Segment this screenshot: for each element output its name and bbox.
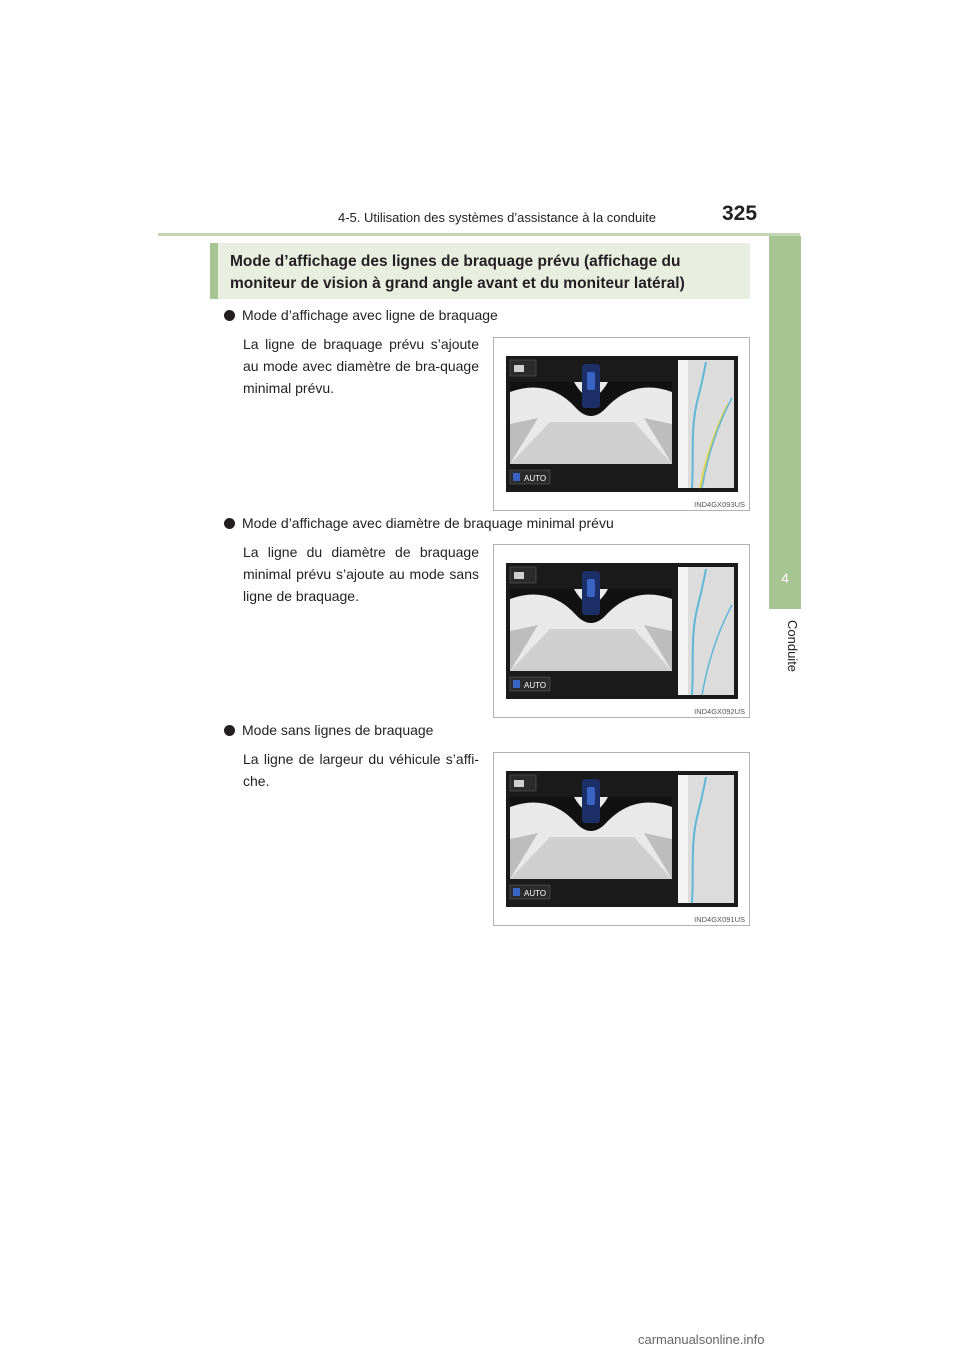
monitor-figure	[493, 337, 750, 511]
item-description: La ligne de largeur du véhicule s’affi-che.	[243, 751, 479, 789]
bullet-icon	[224, 518, 235, 529]
chapter-label: Conduite	[785, 620, 800, 673]
bullet-item	[224, 722, 433, 738]
item-description: La ligne du diamètre de braquage minimal prévu s’ajoute au mode sans ligne de braquage.	[243, 544, 479, 604]
figure-code: IND4GX092US	[694, 707, 745, 716]
bullet-text: Mode d’affichage avec diamètre de braquage minimal prévu	[242, 515, 614, 531]
monitor-illustration	[494, 338, 751, 512]
figure-code: IND4GX093US	[694, 500, 745, 509]
monitor-illustration	[494, 545, 751, 719]
monitor-figure	[493, 544, 750, 718]
bullet-text: Mode d’affichage avec ligne de braquage	[242, 307, 498, 323]
bullet-icon	[224, 725, 235, 736]
header-divider	[158, 233, 800, 236]
auto-indicator: AUTO	[524, 889, 547, 898]
section-title: Mode d’affichage des lignes de braquage prévu (affichage du moniteur de vision à grand angle avant et du moniteur latéral)	[230, 253, 685, 292]
chapter-tab	[769, 236, 801, 609]
monitor-illustration	[494, 753, 751, 927]
auto-indicator: AUTO	[524, 474, 547, 483]
figure-code: IND4GX091US	[694, 915, 745, 924]
bullet-icon	[224, 310, 235, 321]
running-header: 4-5. Utilisation des systèmes d’assistance à la conduite	[338, 210, 656, 225]
bullet-text: Mode sans lignes de braquage	[242, 722, 434, 738]
auto-indicator: AUTO	[524, 681, 547, 690]
monitor-figure	[493, 752, 750, 926]
page-number: 325	[722, 202, 758, 225]
chapter-number: 4	[781, 570, 789, 586]
watermark[interactable]: carmanualsonline.info	[638, 1332, 765, 1347]
bullet-item	[224, 307, 498, 323]
item-description: La ligne de braquage prévu s’ajoute au mode avec diamètre de bra-quage minimal prévu.	[243, 336, 479, 396]
bullet-item	[224, 515, 614, 531]
section-heading-box	[210, 243, 750, 299]
